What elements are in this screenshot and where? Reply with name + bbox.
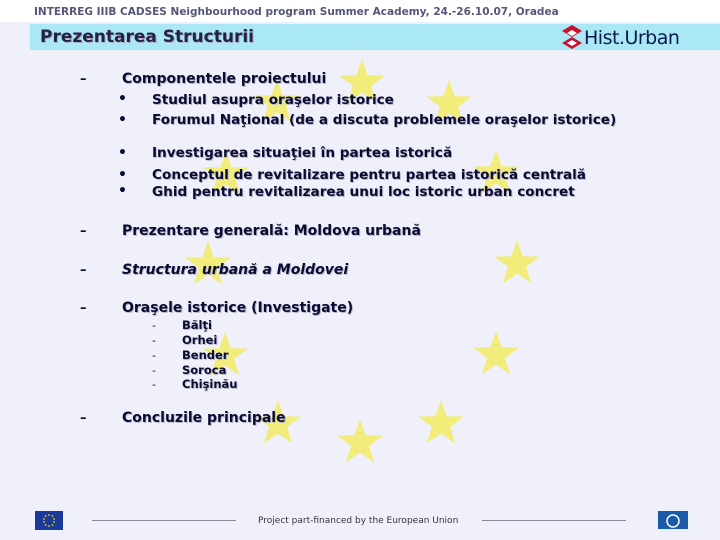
city-item: Orhei [182, 333, 218, 347]
city-item: Soroca [182, 363, 227, 377]
dash-marker: - [152, 349, 156, 362]
footer-divider-right [482, 520, 626, 521]
list-item: Studiul asupra oraşelor istorice [152, 92, 394, 108]
bullet-marker: • [118, 91, 127, 107]
city-item: Bălţi [182, 318, 212, 332]
dash-marker: – [80, 411, 87, 426]
city-item: Chişinău [182, 377, 238, 391]
list-item: Forumul Naţional (de a discuta problemele oraşelor istorice) [152, 112, 617, 128]
footer-text: Project part-financed by the European Union [258, 516, 459, 526]
dash-marker: - [152, 319, 156, 332]
bullet-marker: • [118, 183, 127, 199]
eu-flag-stars-icon [35, 511, 63, 530]
section-structura: Structura urbană a Moldovei [122, 262, 349, 278]
slide-title: Prezentarea Structurii [40, 27, 255, 47]
eu-flag-icon [35, 511, 63, 530]
logo-text: Hist.Urban [584, 27, 680, 49]
council-of-europe-icon [658, 511, 688, 532]
section-prezentare: Prezentare generală: Moldova urbană [122, 223, 421, 239]
bullet-marker: • [118, 112, 127, 128]
dash-marker: - [152, 334, 156, 347]
coe-emblem-icon [658, 511, 688, 532]
list-item: Conceptul de revitalizare pentru partea istorică centrală [152, 167, 586, 183]
section-concluzii: Concluzile principale [122, 410, 286, 426]
bullet-marker: • [118, 145, 127, 161]
dash-marker: - [152, 364, 156, 377]
footer-divider-left [92, 520, 236, 521]
dash-marker: – [80, 301, 87, 316]
program-header: INTERREG IIIB CADSES Neighbourhood program Summer Academy, 24.-26.10.07, Oradea [34, 6, 559, 18]
dash-marker: – [80, 224, 87, 239]
city-item: Bender [182, 348, 229, 362]
dash-marker: - [152, 378, 156, 391]
dash-marker: – [80, 263, 87, 278]
bullet-marker: • [118, 167, 127, 183]
section-componente: Componentele proiectului [122, 71, 327, 87]
section-orasele: Oraşele istorice (Investigate) [122, 300, 354, 316]
list-item: Ghid pentru revitalizarea unui loc istoric urban concret [152, 184, 575, 200]
list-item: Investigarea situaţiei în partea istorică [152, 145, 453, 161]
dash-marker: – [80, 72, 87, 87]
